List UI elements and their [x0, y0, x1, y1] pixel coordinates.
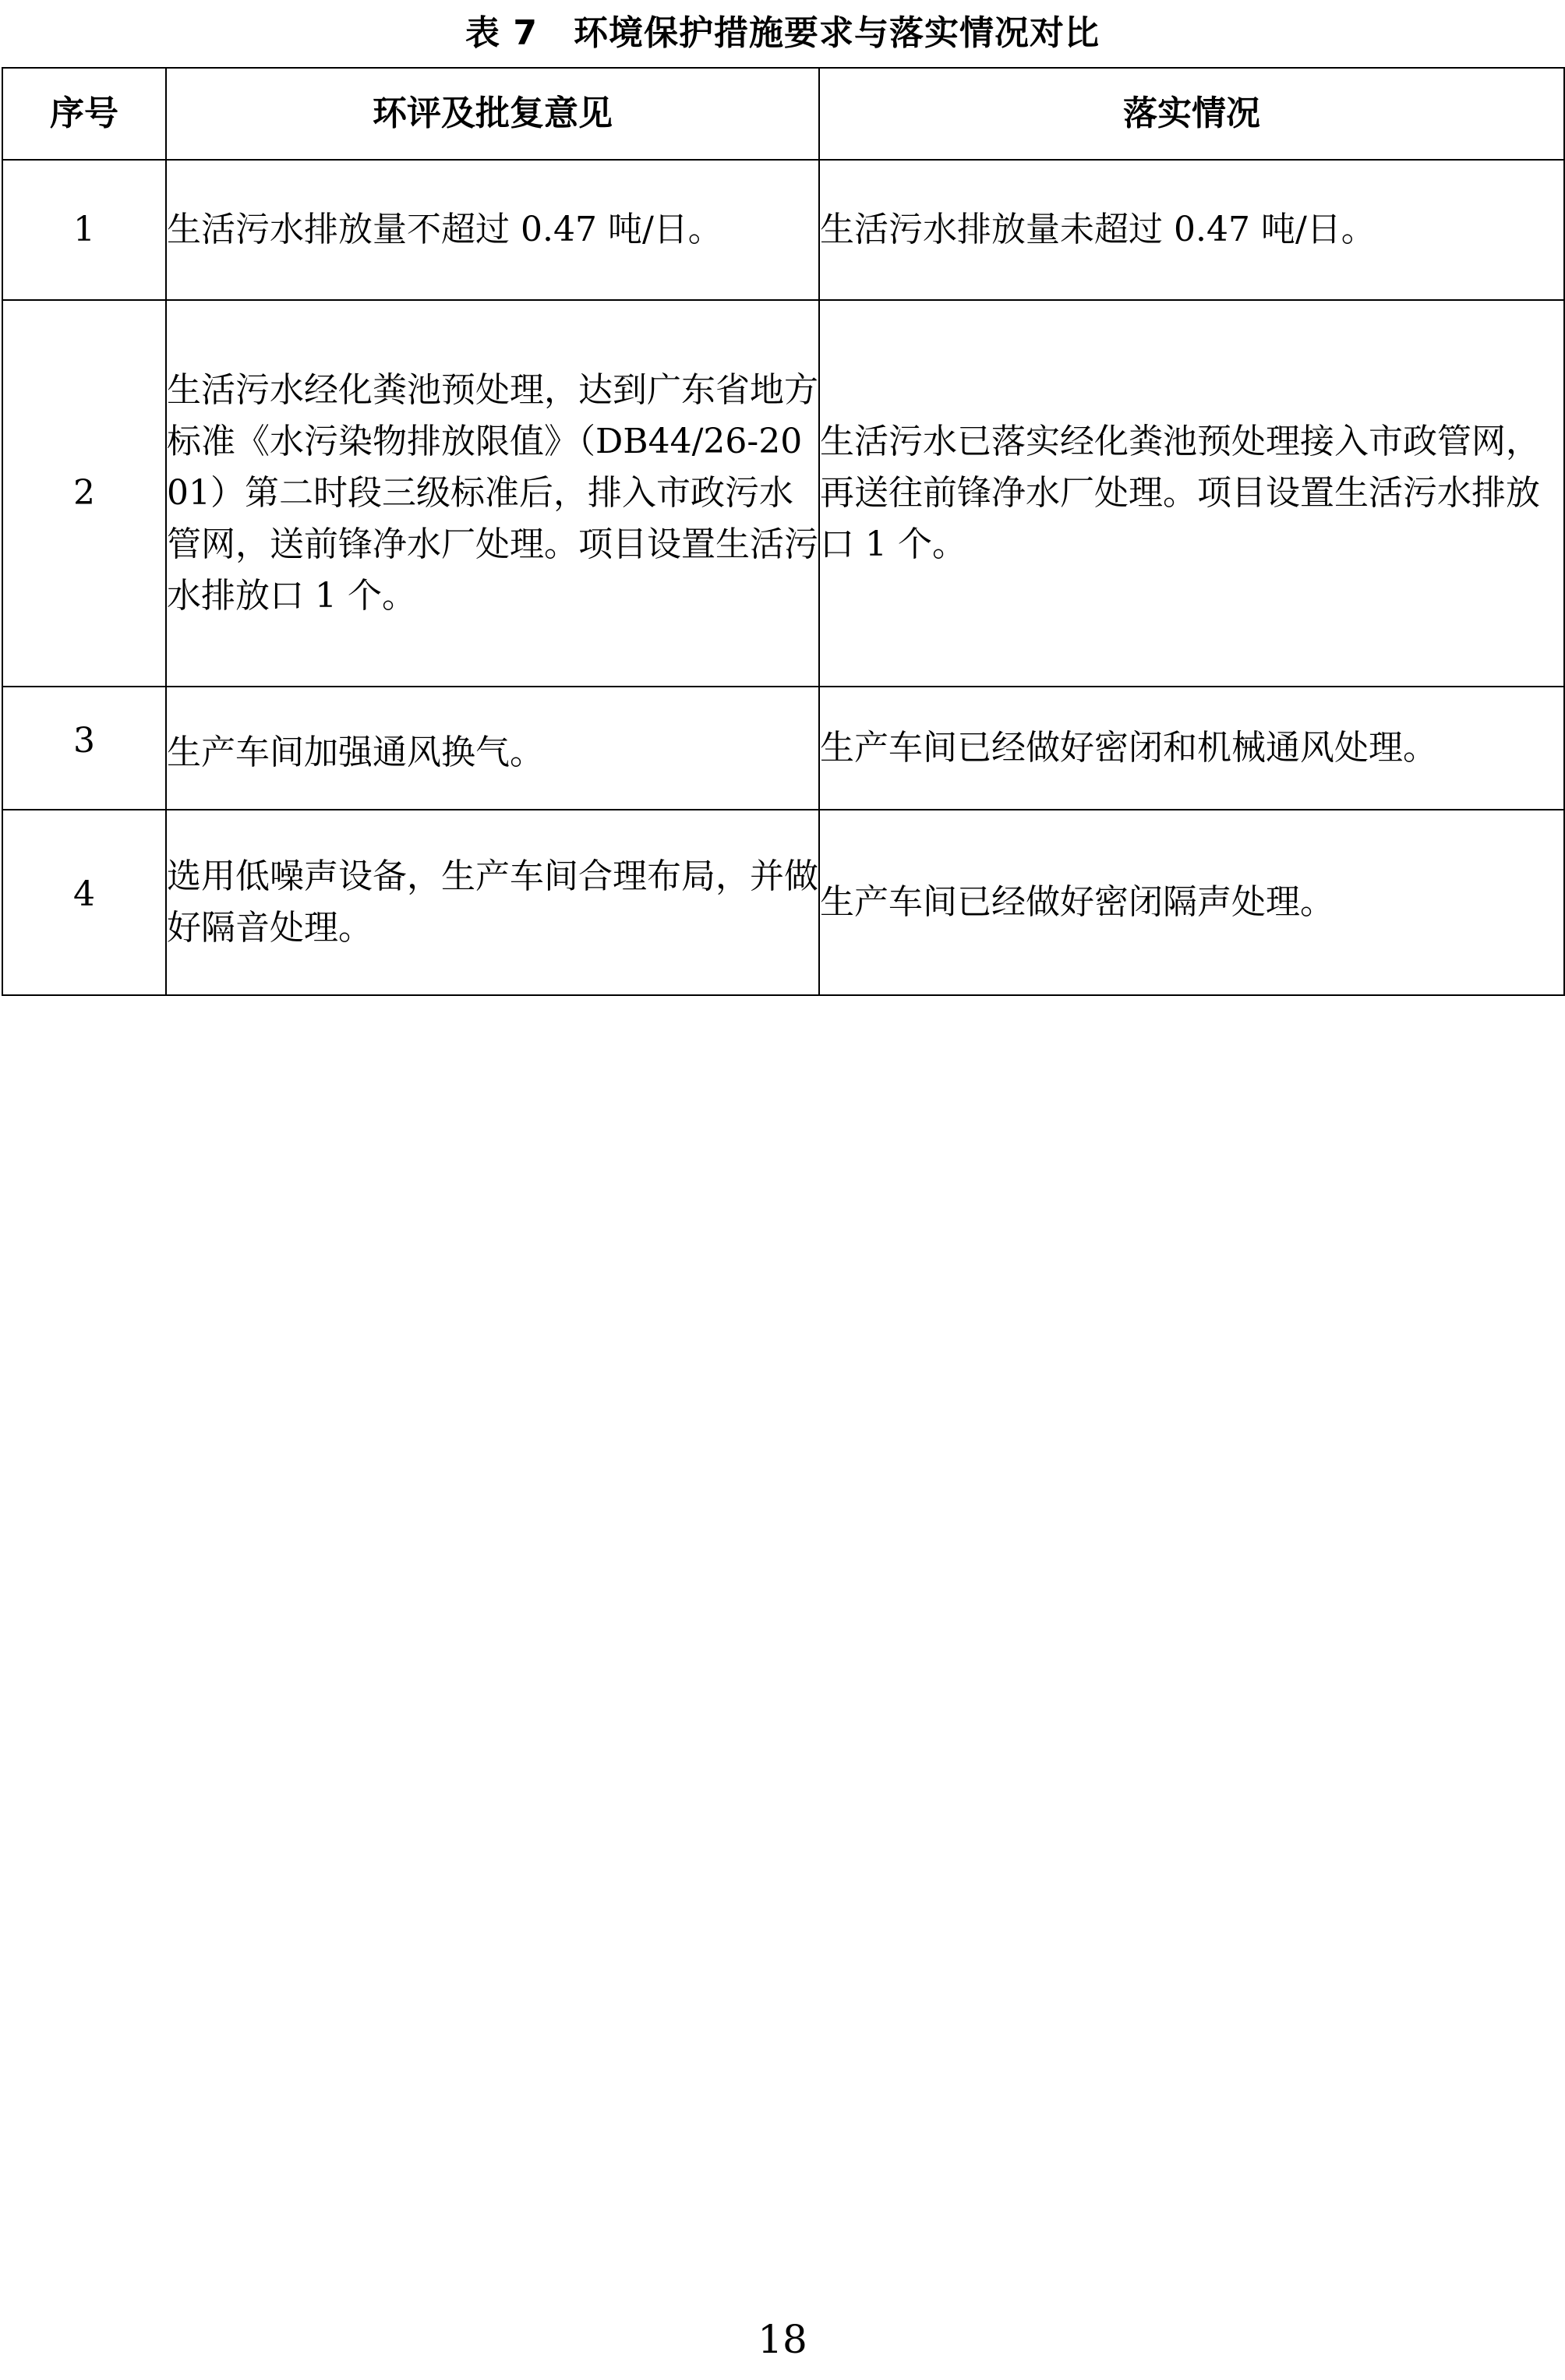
table-row — [2, 687, 1564, 810]
row-status: 生产车间已经做好密闭和机械通风处理。 — [819, 687, 1564, 810]
table-caption-title: 环境保护措施要求与落实情况对比 — [573, 13, 1100, 53]
row-opinion: 选用低噪声设备，生产车间合理布局，并做好隔音处理。 — [166, 810, 819, 995]
row-number: 3 — [2, 687, 166, 810]
row-number: 4 — [2, 810, 166, 995]
comparison-table — [2, 67, 1565, 996]
table-caption-label: 表 7 — [465, 13, 538, 53]
table-row — [2, 300, 1564, 687]
row-number: 1 — [2, 160, 166, 300]
row-status: 生活污水已落实经化粪池预处理接入市政管网，再送往前锋净水厂处理。项目设置生活污水排放口 1 个。 — [819, 300, 1564, 687]
table-row — [2, 810, 1564, 995]
row-number: 2 — [2, 300, 166, 687]
table-row — [2, 160, 1564, 300]
row-status: 生产车间已经做好密闭隔声处理。 — [819, 810, 1564, 995]
row-opinion: 生产车间加强通风换气。 — [166, 687, 819, 810]
row-opinion: 生活污水经化粪池预处理，达到广东省地方标准《水污染物排放限值》（DB44/26-2001）第二时段三级标准后，排入市政污水管网，送前锋净水厂处理。项目设置生活污水排放口 1 个。 — [166, 300, 819, 687]
row-opinion: 生活污水排放量不超过 0.47 吨/日。 — [166, 160, 819, 300]
row-status: 生活污水排放量未超过 0.47 吨/日。 — [819, 160, 1564, 300]
header-serial-number: 序号 — [2, 68, 166, 160]
page-number: 18 — [758, 2317, 807, 2362]
table-caption — [0, 6, 1565, 61]
table-header-row — [2, 68, 1564, 160]
header-implementation-status: 落实情况 — [819, 68, 1564, 160]
header-eia-opinion: 环评及批复意见 — [166, 68, 819, 160]
